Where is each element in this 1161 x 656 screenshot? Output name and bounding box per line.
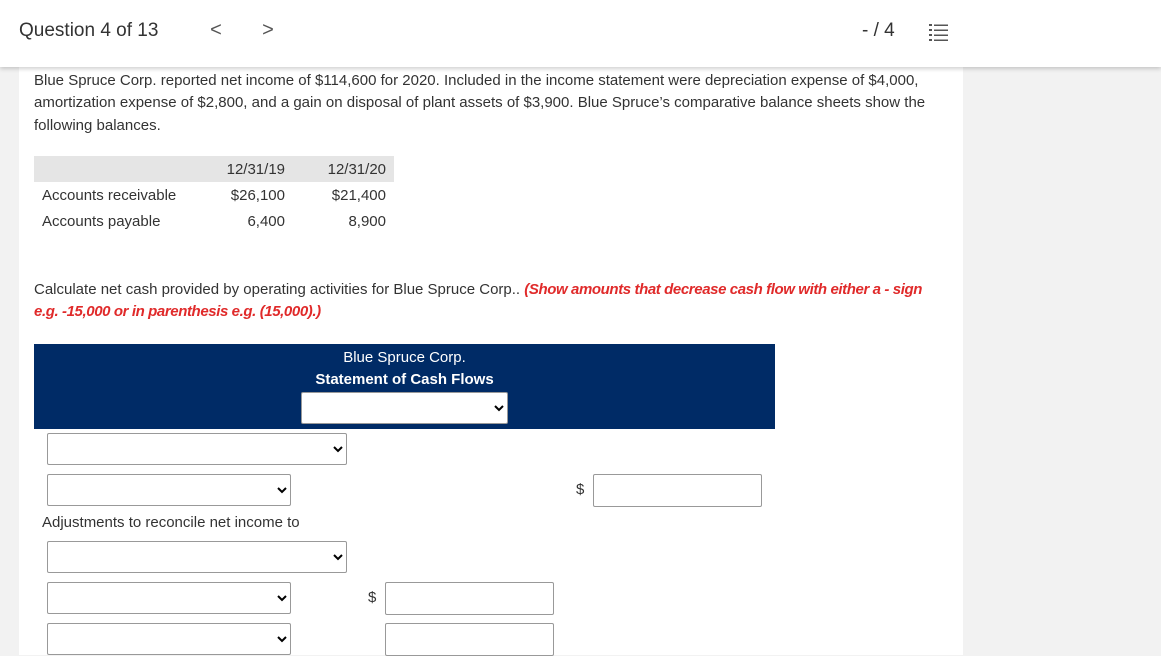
adjustment-amount-input[interactable] (385, 623, 554, 656)
cell-value: 8,900 (348, 212, 386, 230)
question-counter: Question 4 of 13 (19, 20, 159, 41)
cell-value: 6,400 (247, 212, 285, 230)
adjustments-label: Adjustments to reconcile net income to (42, 514, 300, 531)
adjustment-amount-input[interactable] (385, 582, 554, 615)
row-label: Accounts receivable (42, 186, 177, 204)
balances-header-row (34, 156, 394, 182)
question-score: - / 4 (862, 20, 895, 41)
problem-statement: Blue Spruce Corp. reported net income of $114,600 for 2020. Included in the income statement were depreciation expense of $4,000, amortization expense of $2,800, and a gain on disposal of plant assets of $3,900. Blue Spruce’s comparative balance sheets show the following balances. (34, 72, 926, 134)
adjustment-item-select[interactable] (47, 582, 291, 614)
instruction-main: Calculate net cash provided by operating activities for Blue Spruce Corp.. (34, 281, 525, 298)
table-row (34, 208, 394, 234)
net-income-select[interactable] (47, 474, 291, 506)
statement-title: Statement of Cash Flows (315, 371, 494, 388)
currency-symbol: $ (368, 589, 377, 606)
balances-col-2019: 12/31/19 (209, 156, 293, 182)
currency-symbol: $ (576, 481, 585, 498)
row-label: Accounts payable (42, 212, 161, 230)
table-row (34, 182, 394, 208)
cell-value: $26,100 (230, 186, 285, 204)
balances-header-blank (34, 156, 209, 182)
instruction-note: (Show amounts that decrease cash flow with either a - sign e.g. -15,000 or in parenthesis e.g. (15,000).) (34, 281, 922, 321)
statement-period-select[interactable] (301, 392, 508, 424)
question-content (19, 67, 963, 655)
net-income-amount-input[interactable] (593, 474, 762, 507)
section-heading-select[interactable] (47, 433, 347, 465)
balances-col-2020: 12/31/20 (293, 156, 394, 182)
adjustment-item-select[interactable] (47, 623, 291, 655)
balances-table (34, 156, 394, 234)
adjustments-heading-select[interactable] (47, 541, 347, 573)
cell-value: $21,400 (331, 186, 386, 204)
instruction-text (34, 279, 949, 324)
question-header-bar (0, 0, 1161, 67)
next-question-button[interactable]: > (262, 19, 274, 41)
previous-question-button[interactable]: < (210, 19, 222, 41)
question-list-icon[interactable] (929, 22, 949, 42)
company-name: Blue Spruce Corp. (343, 349, 466, 366)
